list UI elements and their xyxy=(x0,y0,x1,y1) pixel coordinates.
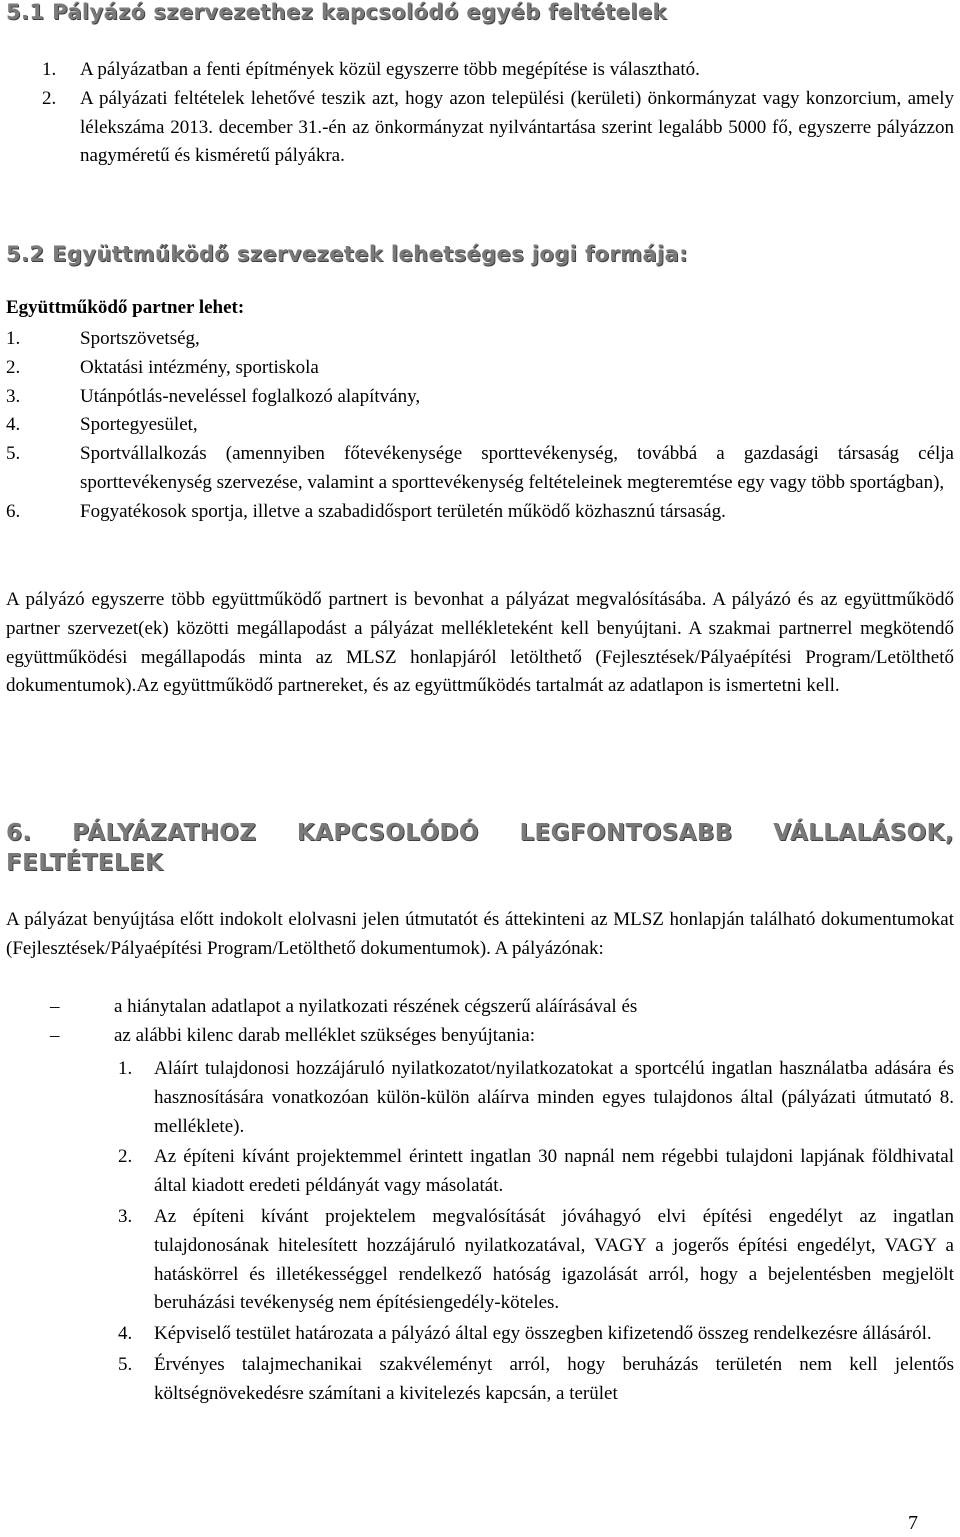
list-item-text: Fogyatékosok sportja, illetve a szabadidősport területén működő közhasznú társaság. xyxy=(80,500,726,522)
list-item-number: 3. xyxy=(6,385,21,407)
list-item xyxy=(42,56,954,85)
list-item xyxy=(6,498,954,527)
list-item xyxy=(42,85,954,171)
list-item-text: Oktatási intézmény, sportiskola xyxy=(80,356,319,378)
list-item-number: 2. xyxy=(118,1146,133,1168)
list-item-number: 4. xyxy=(118,1323,133,1345)
list-item xyxy=(6,325,954,354)
section-6-heading: 6. PÁLYÁZATHOZ KAPCSOLÓDÓ LEGFONTOSABB VÁLLALÁSOK, FELTÉTELEK xyxy=(6,820,954,876)
section-5-1-heading: 5.1 Pályázó szervezethez kapcsolódó egyéb feltételek xyxy=(6,0,667,24)
list-item-text: Utánpótlás-neveléssel foglalkozó alapítvány, xyxy=(80,385,421,407)
section-5-1-list xyxy=(42,56,954,171)
section-6-intro-block xyxy=(6,906,954,964)
list-item xyxy=(118,1351,954,1409)
list-item-text: Sportvállalkozás (amennyiben főtevékenysége sporttevékenység, továbbá a gazdasági társaság célja sporttevékenység szervezése, valamint a sporttevékenység feltételeinek megteremtése egy vagy több sportágban), xyxy=(80,443,954,493)
list-item-number: 2. xyxy=(6,356,21,378)
partner-paragraph-block xyxy=(6,586,954,701)
list-item-number: 3. xyxy=(118,1205,133,1227)
list-item xyxy=(118,1055,954,1141)
dash-item-text: a hiánytalan adatlapot a nyilatkozati részének cégszerű aláírásával és xyxy=(114,996,638,1017)
section-6-intro: A pályázat benyújtása előtt indokolt elolvasni jelen útmutatót és áttekinteni az MLSZ honlapján található dokumentumokat (Fejlesztések/Pályaépítési Program/Letölthető dokumentumok). A pályázónak: xyxy=(6,909,954,959)
list-item-number: 5. xyxy=(118,1353,133,1375)
list-item-text: A pályázatban a fenti építmények közül egyszerre több megépítése is választható. xyxy=(80,59,700,80)
list-item-number: 1. xyxy=(6,328,21,349)
list-item-text: Képviselő testület határozata a pályázó által egy összegben kifizetendő összeg rendelkezésre állásáról. xyxy=(154,1323,932,1345)
partner-list xyxy=(6,325,954,527)
list-item-text: Aláírt tulajdonosi hozzájáruló nyilatkozatot/nyilatkozatokat a sportcélú ingatlan használatba adására és hasznosítására vonatkozóan külön-külön aláírva minden egyes tulajdonos által (pályázati útmutató 8. melléklete). xyxy=(154,1058,954,1137)
requirement-dash-list xyxy=(50,993,637,1051)
list-item-text: Az építeni kívánt projektelem megvalósítását jóváhagyó elvi építési engedélyt az ingatlan tulajdonosának hitelesített hozzájáruló nyilatkozatával, VAGY a jogerős építési engedélyt, VAGY a hatáskörrel és illetékességgel rendelkező hatóság igazolását arról, hogy a bejelentésben megjelölt beruházási tevékenység nem építésiengedély-köteles. xyxy=(154,1205,954,1314)
list-item-text: Sportszövetség, xyxy=(80,328,200,349)
list-item-number: 1. xyxy=(42,59,57,80)
list-item-number: 5. xyxy=(6,443,21,465)
partner-paragraph: A pályázó egyszerre több együttműködő partnert is bevonhat a pályázat megvalósításába. A pályázó és az együttműködő partner szervezet(ek) közötti megállapodást a pályázat mellékleteként kell benyújtani. A szakmai partnerrel megkötendő együttműködési megállapodás minta az MLSZ honlapjáról letölthető (Fejlesztések/Pályaépítési Program/Letölthető dokumentumok).Az együttműködő partnereket, és az együttműködés tartalmát az adatlapon is ismertetni kell. xyxy=(6,589,954,697)
dash-item xyxy=(50,993,637,1022)
list-item xyxy=(118,1320,954,1349)
list-item-text: A pályázati feltételek lehetővé teszik azt, hogy azon települési (kerületi) önkormányzat vagy konzorcium, amely lélekszáma 2013. december 31.-én az önkormányzat nyilvántartása szerint legalább 5000 fő, egyszerre pályázzon nagyméretű és kisméretű pályákra. xyxy=(80,87,954,167)
attachment-list xyxy=(118,1055,954,1409)
dash-item xyxy=(50,1022,637,1051)
list-item xyxy=(6,411,954,440)
list-item-number: 6. xyxy=(6,500,21,522)
list-item xyxy=(6,383,954,412)
section-5-2-heading: 5.2 Együttműködő szervezetek lehetséges jogi formája: xyxy=(6,242,688,266)
list-item-text: Érvényes talajmechanikai szakvéleményt arról, hogy beruházás területén nem kell jelentős költségnövekedésre számítani a kivitelezés kapcsán, a terület xyxy=(154,1353,954,1404)
list-item-number: 1. xyxy=(118,1058,133,1079)
list-item-text: Az építeni kívánt projektemmel érintett ingatlan 30 napnál nem régebbi tulajdoni lapjának földhivatal által kiadott eredeti példányát vagy másolatát. xyxy=(154,1146,954,1197)
list-item-text: Sportegyesület, xyxy=(80,414,198,436)
list-item-number: 4. xyxy=(6,414,21,436)
partner-sublabel: Együttműködő partner lehet: xyxy=(6,297,245,318)
list-item xyxy=(6,440,954,498)
page-number: 7 xyxy=(908,1512,918,1534)
dash-marker: – xyxy=(50,996,60,1017)
list-item-number: 2. xyxy=(42,87,57,109)
dash-item-text: az alábbi kilenc darab melléklet szükséges benyújtania: xyxy=(114,1024,535,1046)
list-item xyxy=(6,354,954,383)
list-item xyxy=(118,1203,954,1318)
dash-marker: – xyxy=(50,1024,60,1046)
list-item xyxy=(118,1143,954,1201)
